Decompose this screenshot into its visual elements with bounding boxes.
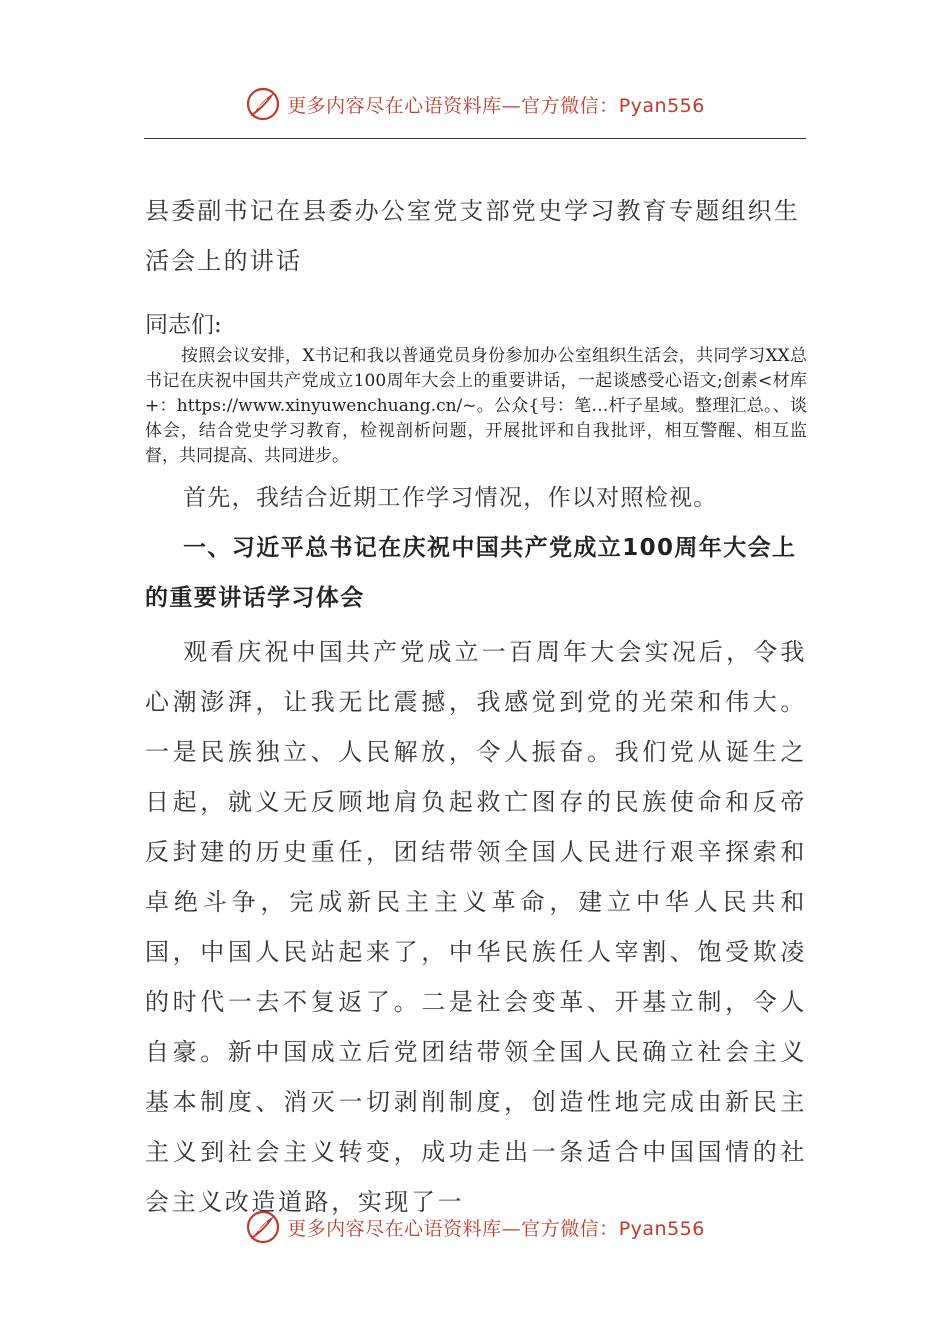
header-divider xyxy=(144,138,806,139)
footer-watermark xyxy=(0,1207,950,1247)
watermark-text xyxy=(287,1214,705,1241)
document-body xyxy=(145,186,807,1227)
section-heading: 一、习近平总书记在庆祝中国共产党成立100周年大会上的重要讲话学习体会 xyxy=(145,535,797,611)
watermark-contact-id: Pyan556 xyxy=(618,1217,705,1240)
quill-pen-logo-icon xyxy=(245,86,281,122)
intro-paragraph: 按照会议安排，X书记和我以普通党员身份参加办公室组织生活会，共同学习XX总书记在庆祝中国共产党成立100周年大会上的重要讲话，一起谈感受心语文;创素<材库+：https://www.xinyuwenchuang.cn/~。公众{号：笔…杆子星域。整理汇总。、谈体会，结合党史学习教育，检视剖析问题，开展批评和自我批评，相互警醒、相互监督，共同提高、共同进步。 xyxy=(145,346,807,466)
watermark-site: 更多内容尽在心语资料库 xyxy=(287,94,502,117)
watermark-contact-id: Pyan556 xyxy=(618,94,705,117)
watermark-separator: — xyxy=(501,1217,522,1240)
watermark-separator: — xyxy=(501,94,522,117)
watermark-contact-label: 官方微信： xyxy=(521,1217,619,1240)
watermark-contact-label: 官方微信： xyxy=(521,94,619,117)
salutation: 同志们: xyxy=(145,312,222,338)
quill-pen-logo-icon xyxy=(245,1209,281,1245)
body-paragraph: 观看庆祝中国共产党成立一百周年大会实况后，令我心潮澎湃，让我无比震撼，我感觉到党的光荣和伟大。一是民族独立、人民解放，令人振奋。我们党从诞生之日起，就义无反顾地肩负起救亡图存的民族使命和反帝反封建的历史重任，团结带领全国人民进行艰辛探索和卓绝斗争，完成新民主主义革命，建立中华人民共和国，中国人民站起来了，中华民族任人宰割、饱受欺凌的时代一去不复返了。二是社会变革、开基立制，令人自豪。新中国成立后党团结带领全国人民确立社会主义基本制度、消灭一切剥削制度，创造性地完成由新民主主义到社会主义转变，成功走出一条适合中国国情的社会主义改造道路，实现了一 xyxy=(145,638,807,1216)
watermark-text xyxy=(287,91,705,118)
watermark-site: 更多内容尽在心语资料库 xyxy=(287,1217,502,1240)
header-watermark xyxy=(0,84,950,124)
lead-paragraph: 首先，我结合近期工作学习情况，作以对照检视。 xyxy=(183,485,718,511)
document-title: 县委副书记在县委办公室党支部党史学习教育专题组织生活会上的讲话 xyxy=(145,197,800,275)
